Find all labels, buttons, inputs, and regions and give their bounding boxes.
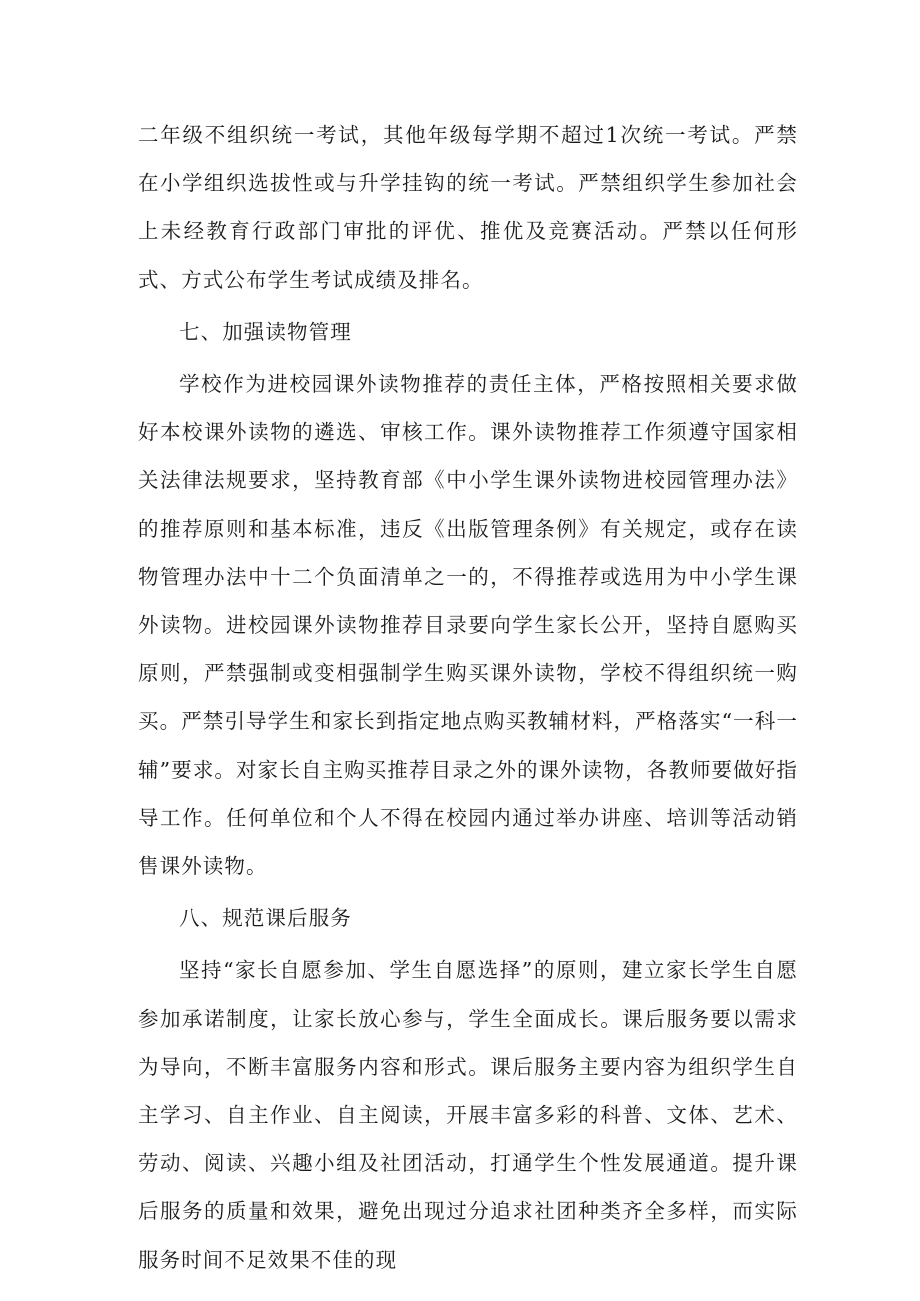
section-heading-after-school-service: 八、规范课后服务 [179, 906, 352, 931]
section-heading-reading-management: 七、加强读物管理 [179, 319, 352, 344]
paragraph-reading-management: 学校作为进校园课外读物推荐的责任主体，严格按照相关要求做好本校课外读物的遴选、审核工作。课外读物推荐工作须遵守国家相关法律法规要求，坚持教育部《中小学生课外读物进校园管理办法》的推荐原则和基本标准，违反《出版管理条例》有关规定，或存在读物管理办法中十二个负面清单之一的，不得推荐或选用为中小学生课外读物。进校园课外读物推荐目录要向学生家长公开，坚持自愿购买原则，严禁强制或变相强制学生购买课外读物，学校不得组织统一购买。严禁引导学生和家长到指定地点购买教辅材料，严格落实“一科一辅”要求。对家长自主购买推荐目录之外的课外读物，各教师要做好指导工作。任何单位和个人不得在校园内通过举办讲座、培训等活动销售课外读物。 [138, 372, 798, 879]
paragraph-exam-rules: 二年级不组织统一考试，其他年级每学期不超过1次统一考试。严禁在小学组织选拔性或与升学挂钩的统一考试。严禁组织学生参加社会上未经教育行政部门审批的评优、推优及竞赛活动。严禁以任何形式、方式公布学生考试成绩及排名。 [138, 123, 798, 292]
paragraph-after-school-service: 坚持“家长自愿参加、学生自愿选择”的原则，建立家长学生自愿参加承诺制度，让家长放心参与，学生全面成长。课后服务要以需求为导向，不断丰富服务内容和形式。课后服务主要内容为组织学生自主学习、自主作业、自主阅读，开展丰富多彩的科普、文体、艺术、劳动、阅读、兴趣小组及社团活动，打通学生个性发展通道。提升课后服务的质量和效果，避免出现过分追求社团种类齐全多样，而实际服务时间不足效果不佳的现 [138, 958, 798, 1272]
document-body [138, 111, 798, 1284]
